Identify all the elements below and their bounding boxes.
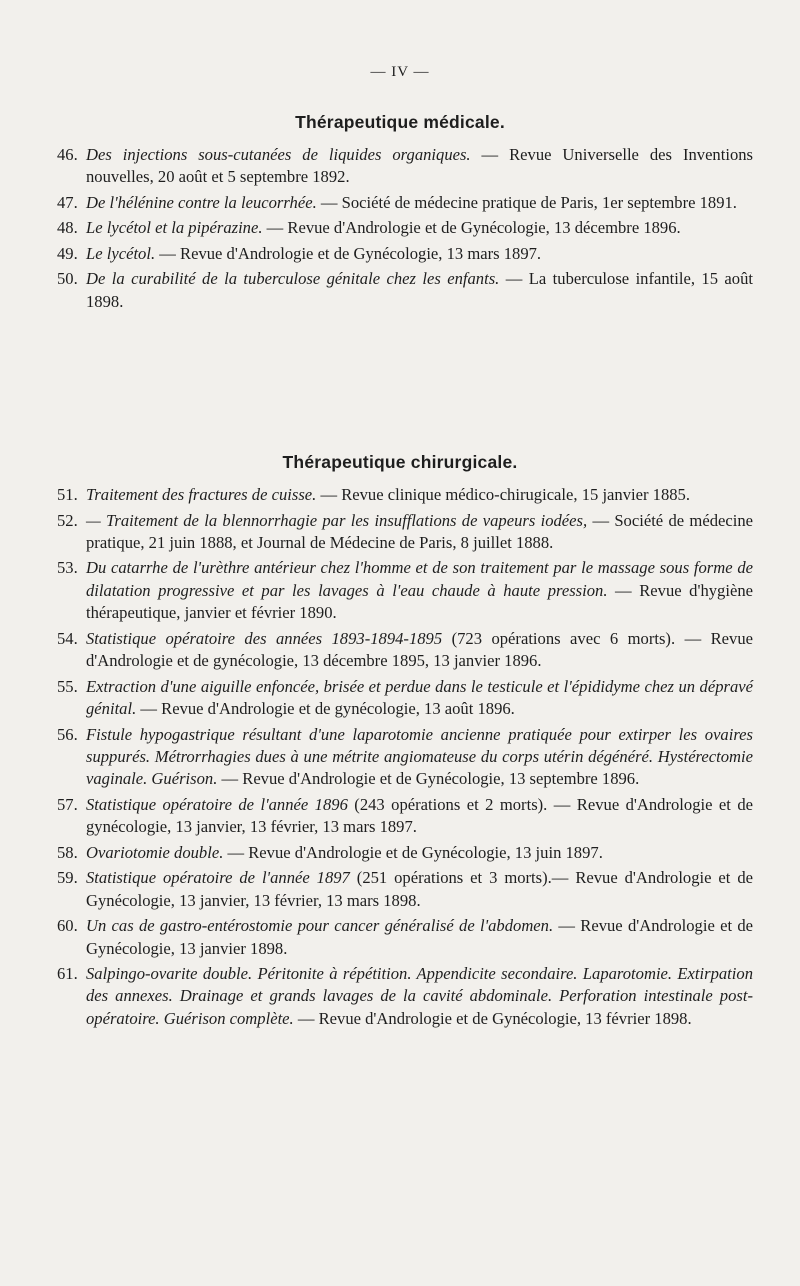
entry-title: Le lycétol.	[86, 243, 156, 263]
entry-number: 52.	[57, 510, 78, 530]
entry-number: 56.	[57, 724, 78, 744]
entry-title: Extraction d'une aiguille enfoncée, brisée et perdue dans le testicule et l'épididyme chez un dépravé génital.	[86, 676, 753, 719]
section-heading-medicale: Thérapeutique médicale.	[295, 112, 505, 132]
entry-title: Traitement des fractures de cuisse.	[86, 485, 317, 504]
entry-source: — Revue d'Andrologie et de gynécologie, 13 août 1896.	[136, 699, 515, 719]
entry-number: 51.	[57, 485, 78, 504]
entry-source: (251 opérations et 3 morts).— Revue d'Andrologie et de Gynécologie, 13 janvier, 13 février, 13 mars 1898.	[86, 868, 753, 910]
entry-title: — Traitement de la blennorrhagie par les insufflations de vapeurs iodées,	[86, 510, 588, 530]
bibliography-entry	[57, 484, 753, 506]
entry-number: 57.	[57, 794, 78, 814]
entry-number: 58.	[57, 842, 78, 862]
entry-number: 61.	[57, 964, 78, 984]
bibliography-entry	[57, 144, 753, 189]
entry-title: De l'hélénine contre la leucorrhée.	[86, 192, 317, 212]
bibliography-entry	[57, 915, 753, 960]
bibliography-entry	[57, 557, 753, 624]
entry-title: Statistique opératoire de l'année 1896	[86, 794, 348, 814]
entry-title: De la curabilité de la tuberculose génitale chez les enfants.	[86, 269, 500, 289]
entry-number: 47.	[57, 192, 78, 212]
entry-number: 46.	[57, 145, 78, 164]
bibliography-entry	[57, 794, 753, 839]
entry-source: — Revue clinique médico-chirugicale, 15 janvier 1885.	[316, 485, 690, 504]
bibliography-entry	[57, 724, 753, 791]
bibliography-list-medicale	[57, 144, 753, 316]
entry-source: — Revue d'Andrologie et de Gynécologie, 13 mars 1897.	[155, 243, 542, 263]
bibliography-entry	[57, 963, 753, 1030]
entry-source: — Revue d'Andrologie et de Gynécologie, 13 juin 1897.	[223, 842, 603, 862]
entry-number: 59.	[57, 868, 78, 888]
entry-source: — Revue d'Andrologie et de Gynécologie, 13 décembre 1896.	[262, 218, 681, 238]
entry-source: — Société de médecine pratique de Paris, 1er septembre 1891.	[316, 192, 737, 212]
entry-number: 50.	[57, 269, 78, 289]
bibliography-entry	[57, 510, 753, 555]
entry-source: — Revue d'Andrologie et de Gynécologie, 13 septembre 1896.	[217, 769, 640, 789]
entry-source: — Revue d'Andrologie et de Gynécologie, 13 février 1898.	[293, 1008, 692, 1028]
entry-number: 54.	[57, 628, 78, 648]
entry-title: Le lycétol et la pipérazine.	[86, 218, 263, 238]
entry-source: — Revue d'Andrologie et de Gynécologie, 13 janvier 1898.	[86, 916, 753, 958]
entry-title: Statistique opératoire des années 1893-1894-1895	[86, 628, 443, 648]
entry-source: — Revue d'hygiène thérapeutique, janvier et février 1890.	[86, 580, 753, 623]
entry-title: Des injections sous-cutanées de liquides organiques.	[86, 145, 471, 164]
entry-source: — Revue Universelle des Inventions nouvelles, 20 août et 5 septembre 1892.	[86, 145, 753, 187]
entry-number: 48.	[57, 218, 78, 238]
entry-title: Un cas de gastro-entérostomie pour cancer généralisé de l'abdomen.	[86, 916, 554, 936]
entry-number: 53.	[57, 558, 78, 578]
bibliography-entry	[57, 243, 753, 265]
entry-title: Salpingo-ovarite double. Péritonite à répétition. Appendicite secondaire. Laparotomie. Extirpation des annexes. Drainage et grands lavages de la cavité abdominale. Perforation intestinale post-opératoire. Guérison complète.	[86, 964, 753, 1028]
section-heading-chirurgicale: Thérapeutique chirurgicale.	[282, 452, 518, 472]
bibliography-list-chirurgicale	[57, 484, 753, 1033]
bibliography-entry	[57, 628, 753, 673]
bibliography-entry	[57, 192, 753, 214]
entry-title: Fistule hypogastrique résultant d'une laparotomie ancienne pratiquée pour extirper les ovaires suppurés. Métrorrhagies dues à une métrite angiomateuse du corps utérin dégénéré. Hystérectomie vaginale. Guérison.	[86, 724, 753, 789]
entry-source: (723 opérations avec 6 morts). — Revue d'Andrologie et de gynécologie, 13 décembre 1895, 13 janvier 1896.	[86, 628, 754, 671]
entry-number: 55.	[57, 676, 78, 696]
page-folio: — IV —	[370, 64, 430, 80]
entry-title: Ovariotomie double.	[86, 842, 224, 862]
bibliography-entry	[57, 268, 753, 313]
entry-number: 60.	[57, 916, 78, 936]
entry-title: Du catarrhe de l'urèthre antérieur chez l'homme et de son traitement par le massage sous forme de dilatation progressive et par les lavages à l'eau chaude à haute pression.	[86, 558, 753, 600]
bibliography-entry	[57, 867, 753, 912]
entry-source: (243 opérations et 2 morts). — Revue d'Andrologie et de gynécologie, 13 janvier, 13 février, 13 mars 1897.	[86, 794, 753, 837]
bibliography-entry	[57, 217, 753, 239]
bibliography-entry	[57, 676, 753, 721]
entry-title: Statistique opératoire de l'année 1897	[86, 868, 350, 888]
entry-number: 49.	[57, 243, 78, 263]
entry-source: — La tuberculose infantile, 15 août 1898.	[86, 269, 753, 311]
bibliography-entry	[57, 842, 753, 864]
entry-source: — Société de médecine pratique, 21 juin 1888, et Journal de Médecine de Paris, 8 juillet 1888.	[86, 510, 753, 552]
